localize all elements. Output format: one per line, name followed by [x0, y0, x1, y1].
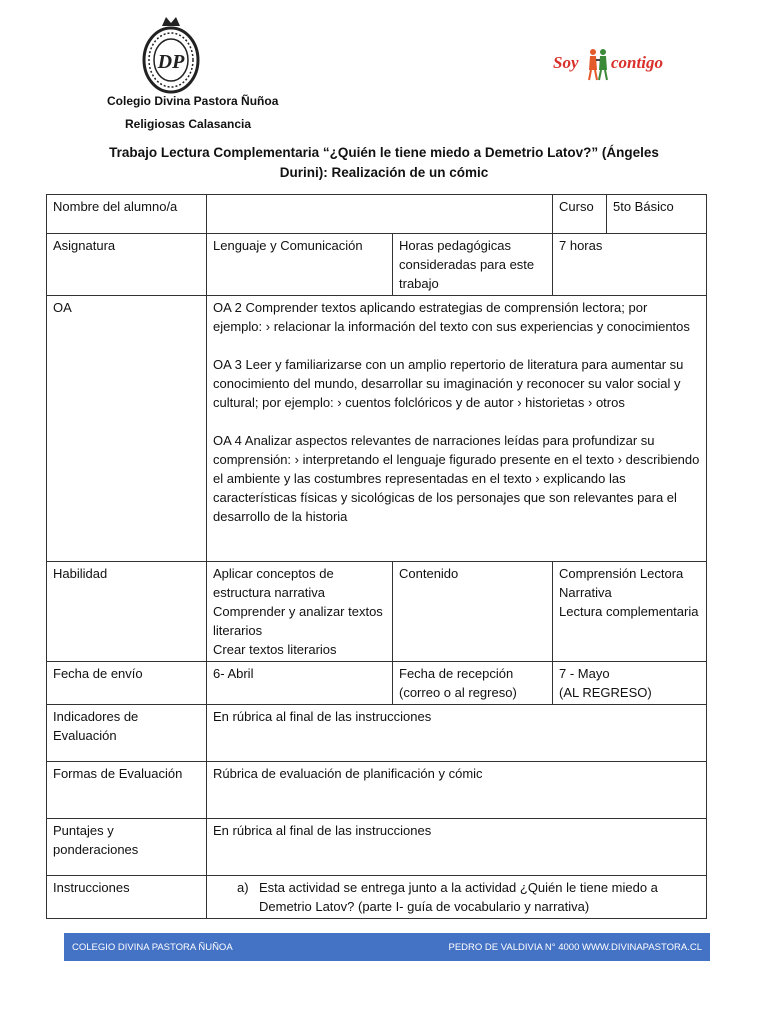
info-table: [46, 194, 707, 919]
puntajes-value: En rúbrica al final de las instrucciones: [207, 819, 707, 876]
indicadores-value: En rúbrica al final de las instrucciones: [207, 705, 707, 762]
document-title-line-1: Trabajo Lectura Complementaria “¿Quién le tiene miedo a Demetrio Latov?” (Ángeles: [109, 145, 659, 160]
recepcion-value-line: 7 - Mayo: [559, 666, 610, 681]
oa3-text: OA 3 Leer y familiarizarse con un amplio repertorio de literatura para aumentar su conocimiento del mundo, desarrollar su imaginación y reconocer su valor social y cultural; por ejemplo: › cuentos folclóricos y de autor › historietas › otros: [213, 357, 684, 410]
curso-label: Curso: [553, 195, 607, 234]
school-subtitle: Religiosas Calasancia: [125, 117, 252, 131]
envio-value: 6- Abril: [207, 662, 393, 705]
soy-contigo-logo: [551, 44, 671, 84]
oa-content: [207, 296, 707, 562]
svg-text:Soy: Soy: [553, 53, 579, 72]
table-row: [47, 876, 707, 919]
footer-bar: [64, 933, 710, 961]
nombre-value: [207, 195, 553, 234]
formas-value: Rúbrica de evaluación de planificación y cómic: [207, 762, 707, 819]
recepcion-label-line: Fecha de recepción: [399, 666, 514, 681]
formas-label: Formas de Evaluación: [47, 762, 207, 819]
footer-school: COLEGIO DIVINA PASTORA ÑUÑOA: [72, 941, 233, 953]
table-row: [47, 705, 707, 762]
crown-icon: [162, 17, 180, 26]
asignatura-label: Asignatura: [47, 234, 207, 296]
table-row: [47, 662, 707, 705]
instruccion-marker: a): [237, 880, 249, 895]
horas-value: 7 horas: [553, 234, 707, 296]
svg-text:contigo: contigo: [611, 53, 663, 72]
school-crest-logo: [140, 14, 202, 94]
habilidad-item: Crear textos literarios: [213, 642, 337, 657]
habilidad-item: Aplicar conceptos de estructura narrativa: [213, 566, 334, 600]
habilidad-item: Comprender y analizar textos literarios: [213, 604, 383, 638]
table-row: [47, 819, 707, 876]
contenido-value: [553, 562, 707, 662]
contenido-item: Comprensión Lectora: [559, 566, 684, 581]
indicadores-label: Indicadores de Evaluación: [47, 705, 207, 762]
oa2-text: OA 2 Comprender textos aplicando estrategias de comprensión lectora; por ejemplo: › relacionar la información del texto con sus experiencias y conocimientos: [213, 300, 690, 334]
document-title: [70, 143, 698, 183]
footer-address: PEDRO DE VALDIVIA N° 4000 WWW.DIVINAPASTORA.CL: [448, 941, 702, 953]
asignatura-value: Lenguaje y Comunicación: [207, 234, 393, 296]
instruccion-item: [213, 878, 700, 916]
oa4-text: OA 4 Analizar aspectos relevantes de narraciones leídas para profundizar su comprensión: › interpretando el lenguaje figurado presente en el texto › describiendo el ambiente y las costumbres representadas en el texto › explicando las características físicas y sicológicas de los personajes que son relevantes para el desarrollo de la historia: [213, 433, 700, 524]
habilidad-label: Habilidad: [47, 562, 207, 662]
instrucciones-label: Instrucciones: [47, 876, 207, 919]
svg-text:DP: DP: [157, 51, 185, 73]
contenido-item: Lectura complementaria: [559, 604, 699, 619]
recepcion-value-line: (AL REGRESO): [559, 685, 652, 700]
document-title-line-2: Durini): Realización de un cómic: [279, 165, 489, 180]
table-row: [47, 195, 707, 234]
table-row: [47, 234, 707, 296]
contenido-label: Contenido: [393, 562, 553, 662]
nombre-label: Nombre del alumno/a: [47, 195, 207, 234]
instruccion-text: Esta actividad se entrega junto a la actividad ¿Quién le tiene miedo a Demetrio Latov? (parte I- guía de vocabulario y narrativa): [259, 880, 658, 914]
recepcion-label: [393, 662, 553, 705]
envio-label: Fecha de envío: [47, 662, 207, 705]
table-row: [47, 296, 707, 562]
horas-label: Horas pedagógicas consideradas para este trabajo: [393, 234, 553, 296]
table-row: [47, 762, 707, 819]
instrucciones-value: [207, 876, 707, 919]
habilidad-value: [207, 562, 393, 662]
curso-value: 5to Básico: [607, 195, 707, 234]
recepcion-value: [553, 662, 707, 705]
children-icon: [589, 49, 607, 80]
puntajes-label: Puntajes y ponderaciones: [47, 819, 207, 876]
recepcion-label-line: (correo o al regreso): [399, 685, 517, 700]
table-row: [47, 562, 707, 662]
contenido-item: Narrativa: [559, 585, 612, 600]
school-name: Colegio Divina Pastora Ñuñoa: [107, 94, 279, 108]
oa-label: OA: [47, 296, 207, 562]
